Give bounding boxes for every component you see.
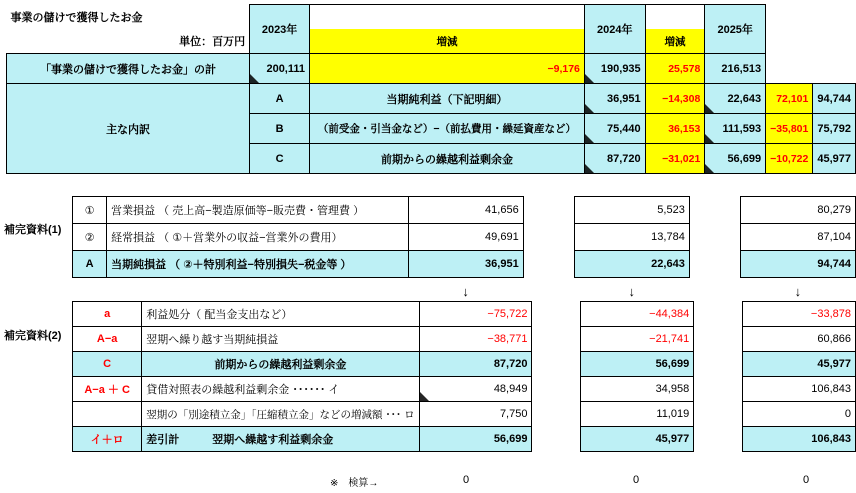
supplement-1-table <box>72 196 856 304</box>
supp2-2023-aa: −38,771 <box>419 327 532 352</box>
check-note: ※ 検算→ <box>330 478 379 489</box>
supp2-2025-sum: 106,843 <box>743 427 856 452</box>
unit-label: 単位：百万円 <box>179 36 246 48</box>
supp2-2024-ro: 11,019 <box>581 402 694 427</box>
supp2-2023-ro: 7,750 <box>419 402 532 427</box>
supp2-gap-ro2 <box>694 402 743 427</box>
supp1-2025-3: 94,744 <box>740 251 855 278</box>
delta-header-2: 増減 <box>645 29 705 54</box>
supp1-gap-3b <box>689 251 740 278</box>
a-delta-2: 72,101 <box>766 84 813 114</box>
supp2-2023-c: 87,720 <box>419 352 532 377</box>
b-2025: 75,792 <box>813 114 856 144</box>
supp2-key-a: a <box>73 302 142 327</box>
supp2-row-c <box>73 352 856 377</box>
supp1-key-1: ① <box>73 197 107 224</box>
supp2-label-c: 前期からの繰越利益剰余金 <box>142 352 419 377</box>
supp1-2024-2: 13,784 <box>574 224 689 251</box>
supp1-row-1 <box>73 197 856 224</box>
supp2-2024-aa: −21,741 <box>581 327 694 352</box>
col-header-2023: 2023年 <box>250 5 310 54</box>
row-key-b: B <box>250 114 310 144</box>
page-title: 事業の儲けで獲得したお金 <box>10 11 143 24</box>
supp1-label-2: 経常損益 （ ①＋営業外の収益−営業外の費用） <box>107 224 408 251</box>
supp2-label-aa: 翌期へ繰り越す当期純損益 <box>142 327 419 352</box>
row-label-c: 前期からの繰越利益剰余金 <box>310 144 585 174</box>
supp1-2024-1: 5,523 <box>574 197 689 224</box>
total-row-label: 「事業の儲けで獲得したお金」の計 <box>7 54 250 84</box>
supp2-label-a: 利益処分（ 配当金支出など） <box>142 302 419 327</box>
supp2-label-sum: 差引計 翌期へ繰越す利益剰余金 <box>142 427 419 452</box>
supp2-key-ro <box>73 402 142 427</box>
c-delta-1: −31,021 <box>645 144 705 174</box>
row-key-c: C <box>250 144 310 174</box>
main-table <box>6 4 856 174</box>
row-label-a: 当期純利益（下記明細） <box>310 84 585 114</box>
header-row-1 <box>7 5 856 30</box>
supp1-gap-3a <box>523 251 574 278</box>
supp2-gap-c1 <box>532 352 581 377</box>
supp2-gap-a2 <box>694 302 743 327</box>
delta-header-spacer-1 <box>310 5 585 30</box>
supp2-2025-c: 45,977 <box>743 352 856 377</box>
supp2-gap-aac2 <box>694 377 743 402</box>
b-2023: 75,440 <box>584 114 645 144</box>
a-2025: 94,744 <box>813 84 856 114</box>
supp2-2024-sum: 45,977 <box>581 427 694 452</box>
supp1-2023-3: 36,951 <box>408 251 523 278</box>
supp2-2025-aa: 60,866 <box>743 327 856 352</box>
supp1-2025-1: 80,279 <box>740 197 855 224</box>
total-2023: 200,111 <box>250 54 310 84</box>
supplement-2-label: 補完資料(2) <box>4 330 62 342</box>
supp2-gap-sum1 <box>532 427 581 452</box>
c-2025: 45,977 <box>813 144 856 174</box>
check-value-2023: 0 <box>463 474 470 486</box>
c-2023: 87,720 <box>584 144 645 174</box>
supp2-gap-a1 <box>532 302 581 327</box>
supp2-row-a <box>73 302 856 327</box>
supp2-gap-c2 <box>694 352 743 377</box>
supp2-row-ro <box>73 402 856 427</box>
b-delta-2: −35,801 <box>766 114 813 144</box>
supplement-2-table <box>72 301 856 452</box>
supp2-2025-a: −33,878 <box>743 302 856 327</box>
supp1-gap-2a <box>523 224 574 251</box>
supp1-gap-1b <box>689 197 740 224</box>
row-label-b: （前受金・引当金など）−（前払費用・繰延資産など） <box>310 114 585 144</box>
col-header-2024: 2024年 <box>584 5 645 54</box>
arrow-2025: ↓ <box>794 283 802 299</box>
supp2-row-aa <box>73 327 856 352</box>
supp2-gap-aa1 <box>532 327 581 352</box>
total-delta-2: 25,578 <box>645 54 705 84</box>
supp2-2025-ro: 0 <box>743 402 856 427</box>
total-2024: 190,935 <box>584 54 645 84</box>
breakdown-label: 主な内訳 <box>7 84 250 174</box>
supp1-2025-2: 87,104 <box>740 224 855 251</box>
supp1-label-1: 営業損益 （ 売上高−製造原価等−販売費・管理費 ） <box>107 197 408 224</box>
supplement-1-label: 補完資料(1) <box>4 224 62 236</box>
supp2-2024-c: 56,699 <box>581 352 694 377</box>
a-delta-1: −14,308 <box>645 84 705 114</box>
supp2-row-aac <box>73 377 856 402</box>
supp1-label-3: 当期純損益 （ ②＋特別利益−特別損失−税金等 ） <box>107 251 408 278</box>
supp2-key-c: C <box>73 352 142 377</box>
supp1-key-2: ② <box>73 224 107 251</box>
check-value-2025: 0 <box>803 474 810 486</box>
supp2-gap-aac1 <box>532 377 581 402</box>
total-2025: 216,513 <box>705 54 766 84</box>
supp1-key-3: A <box>73 251 107 278</box>
a-2024: 22,643 <box>705 84 766 114</box>
col-header-2025: 2025年 <box>705 5 766 54</box>
supp2-2025-aac: 106,843 <box>743 377 856 402</box>
supp2-2024-aac: 34,958 <box>581 377 694 402</box>
supp2-gap-ro1 <box>532 402 581 427</box>
supp2-label-ro: 翌期の「別途積立金」「圧縮積立金」などの増減額 ･･･ ロ <box>142 402 419 427</box>
supp2-key-sum: イ＋ロ <box>73 427 142 452</box>
supp2-label-aac: 貸借対照表の繰越利益剰余金 ･･････ イ <box>142 377 419 402</box>
breakdown-row-a <box>7 84 856 114</box>
supp2-gap-sum2 <box>694 427 743 452</box>
supp1-gap-2b <box>689 224 740 251</box>
supp1-2023-2: 49,691 <box>408 224 523 251</box>
supp1-gap-1a <box>523 197 574 224</box>
total-row <box>7 54 856 84</box>
supp1-2023-1: 41,656 <box>408 197 523 224</box>
supp2-key-aa: A−a <box>73 327 142 352</box>
a-2023: 36,951 <box>584 84 645 114</box>
b-delta-1: 36,153 <box>645 114 705 144</box>
delta-header-1: 増減 <box>310 29 585 54</box>
c-delta-2: −10,722 <box>766 144 813 174</box>
supp2-row-sum <box>73 427 856 452</box>
supp2-2023-aac: 48,949 <box>419 377 532 402</box>
arrow-2024: ↓ <box>628 283 635 299</box>
total-delta-1: −9,176 <box>310 54 585 84</box>
arrow-2023: ↓ <box>462 283 469 299</box>
supp1-row-2 <box>73 224 856 251</box>
check-value-2024: 0 <box>633 474 640 486</box>
supp1-row-3 <box>73 251 856 278</box>
supp2-2023-a: −75,722 <box>419 302 532 327</box>
row-key-a: A <box>250 84 310 114</box>
b-2024: 111,593 <box>705 114 766 144</box>
supp2-2024-a: −44,384 <box>581 302 694 327</box>
supp2-2023-sum: 56,699 <box>419 427 532 452</box>
supp1-2024-3: 22,643 <box>574 251 689 278</box>
c-2024: 56,699 <box>705 144 766 174</box>
supp2-gap-aa2 <box>694 327 743 352</box>
delta-header-spacer-2 <box>645 5 705 30</box>
supp2-key-aac: A−a ＋ C <box>73 377 142 402</box>
